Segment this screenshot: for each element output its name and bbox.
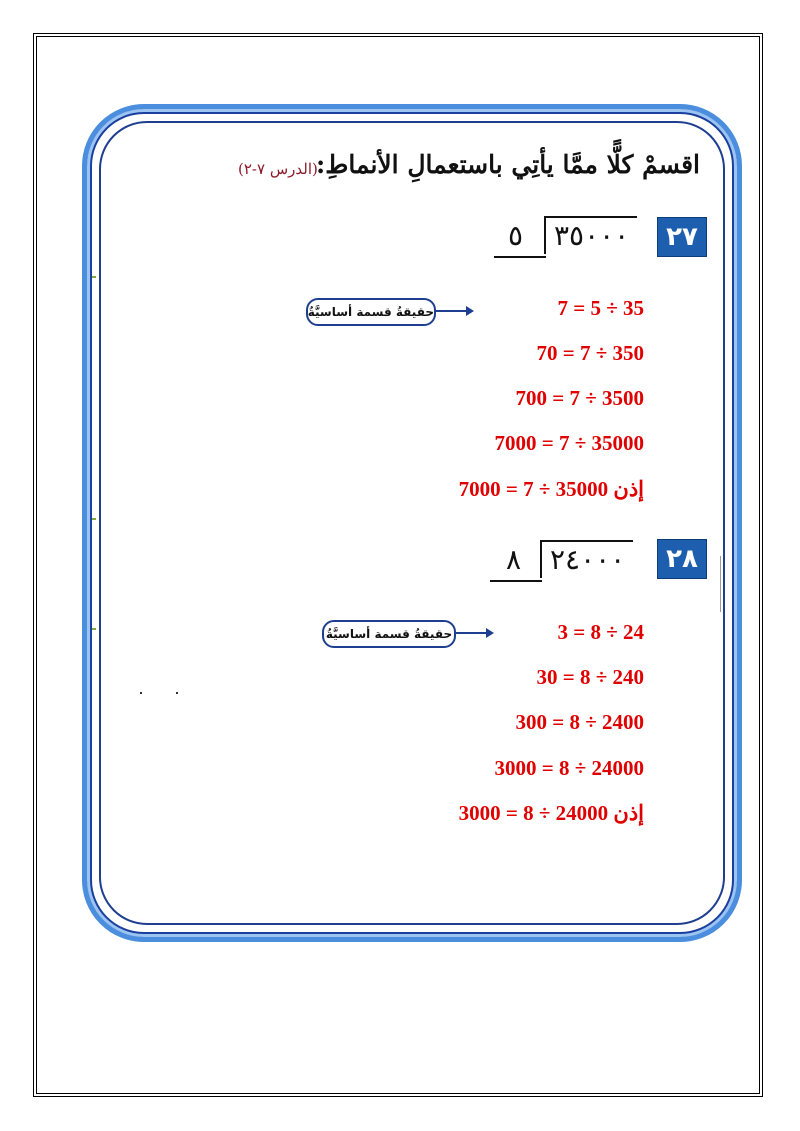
problem-28-divisor: ٨ (506, 543, 522, 576)
problem-27-number: ٢٧ (658, 218, 706, 256)
problem-27-division (494, 216, 654, 260)
exercise-title: اقسمْ كلًّا ممَّا يأتِي باستعمالِ الأنماطِ: (316, 150, 700, 179)
problem-27-dividend: ٣٥٠٠٠ (544, 216, 637, 254)
problem-28-conclusion: إذن 24000 ÷ 8 = 3000 (458, 801, 644, 825)
problem-27-step-1: 7 = 5 ÷ 35 (557, 296, 644, 320)
problem-28-arrow-icon (456, 626, 496, 640)
problem-28-step-1: 3 = 8 ÷ 24 (557, 620, 644, 644)
problem-27-baseline (494, 256, 546, 258)
margin-mark (92, 518, 96, 520)
stray-dot (140, 692, 142, 694)
lesson-reference: (الدرس ٧-٢) (238, 160, 318, 178)
problem-27-step-2: 70 = 7 ÷ 350 (536, 341, 644, 365)
problem-27-step-3: 700 = 7 ÷ 3500 (515, 386, 644, 410)
problem-28-step-2: 30 = 8 ÷ 240 (536, 665, 644, 689)
margin-mark (92, 276, 96, 278)
problem-28-fact-label: حقيقةُ قسمة أساسيَّةُ (322, 620, 456, 648)
problem-27-fact-label: حقيقةُ قسمة أساسيَّةُ (306, 298, 436, 326)
problem-28-baseline (490, 580, 542, 582)
problem-27-arrow-icon (436, 304, 476, 318)
margin-mark (92, 628, 96, 630)
problem-27-conclusion: إذن 35000 ÷ 7 = 7000 (458, 477, 644, 501)
problem-28-division (490, 540, 654, 584)
problem-27-step-4: 7000 = 7 ÷ 35000 (494, 431, 644, 455)
problem-28-step-4: 3000 = 8 ÷ 24000 (494, 756, 644, 780)
stray-dot (176, 692, 178, 694)
problem-28-number: ٢٨ (658, 540, 706, 578)
scan-edge (720, 556, 721, 612)
problem-27-divisor: ٥ (508, 219, 524, 252)
problem-28-step-3: 300 = 8 ÷ 2400 (515, 710, 644, 734)
problem-28-dividend: ٢٤٠٠٠ (540, 540, 633, 578)
